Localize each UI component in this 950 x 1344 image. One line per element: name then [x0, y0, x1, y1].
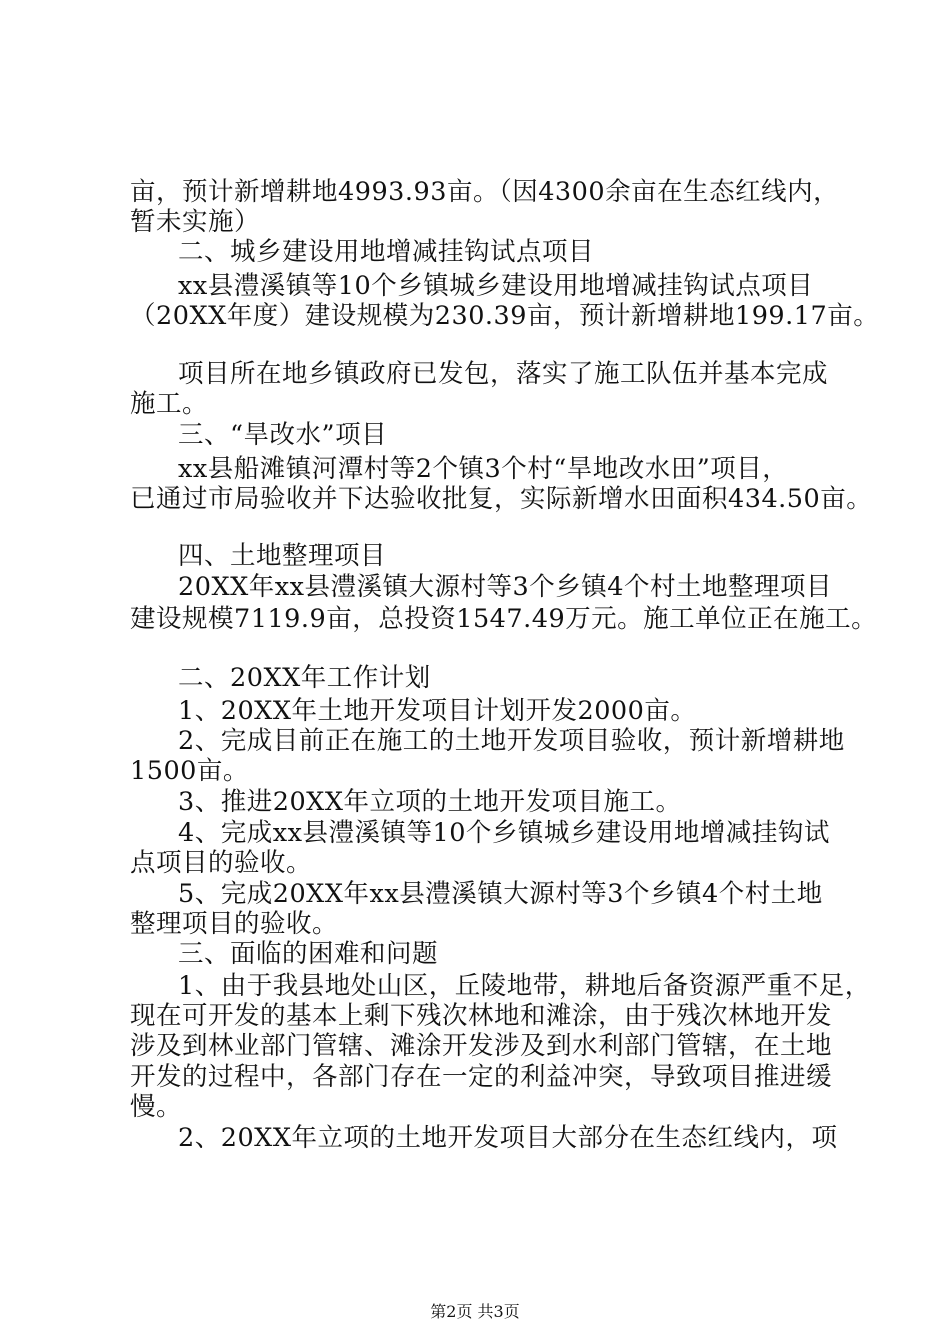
- text-line-2: 暂未实施）: [130, 207, 261, 237]
- difficulty-item-1-cont-4: 慢。: [130, 1092, 183, 1122]
- plan-item-5-cont: 整理项目的验收。: [130, 909, 339, 939]
- section-heading-land-consolidation: 四、土地整理项目: [178, 541, 387, 571]
- text-line-13: 建设规模7119.9亩，总投资1547.49万元。施工单位正在施工。: [130, 604, 878, 634]
- page-number-footer: 第2页 共3页: [430, 1302, 520, 1321]
- text-line-10: 已通过市局验收并下达验收批复，实际新增水田面积434.50亩。: [130, 484, 873, 514]
- plan-item-5: 5、完成20XX年xx县澧溪镇大源村等3个乡镇4个村土地: [178, 879, 823, 909]
- plan-item-3: 3、推进20XX年立项的土地开发项目施工。: [178, 787, 682, 817]
- section-heading-work-plan: 二、20XX年工作计划: [178, 663, 431, 693]
- plan-item-4-cont: 点项目的验收。: [130, 848, 313, 878]
- text-line-12: 20XX年xx县澧溪镇大源村等3个乡镇4个村土地整理项目: [178, 572, 832, 602]
- plan-item-1: 1、20XX年土地开发项目计划开发2000亩。: [178, 696, 697, 726]
- text-line-6: 项目所在地乡镇政府已发包，落实了施工队伍并基本完成: [178, 359, 829, 389]
- difficulty-item-1: 1、由于我县地处山区，丘陵地带，耕地后备资源严重不足，: [178, 971, 871, 1001]
- text-line-1: 亩，预计新增耕地4993.93亩。（因4300余亩在生态红线内，: [130, 177, 840, 207]
- text-line-9: xx县船滩镇河潭村等2个镇3个村“旱地改水田”项目，: [178, 454, 789, 484]
- section-heading-difficulties: 三、面临的困难和问题: [178, 939, 439, 969]
- plan-item-2-cont: 1500亩。: [130, 756, 249, 786]
- plan-item-2: 2、完成目前正在施工的土地开发项目验收，预计新增耕地: [178, 726, 845, 756]
- difficulty-item-1-cont-2: 涉及到林业部门管辖、滩涂开发涉及到水利部门管辖，在土地: [130, 1031, 833, 1061]
- text-line-5: （20XX年度）建设规模为230.39亩，预计新增耕地199.17亩。: [130, 301, 880, 331]
- plan-item-4: 4、完成xx县澧溪镇等10个乡镇城乡建设用地增减挂钩试: [178, 818, 830, 848]
- section-heading-dry-to-paddy: 三、“旱改水”项目: [178, 420, 388, 450]
- section-heading-urban-rural: 二、城乡建设用地增减挂钩试点项目: [178, 237, 595, 267]
- text-line-7: 施工。: [130, 389, 209, 419]
- difficulty-item-2: 2、20XX年立项的土地开发项目大部分在生态红线内，项: [178, 1123, 838, 1153]
- difficulty-item-1-cont-3: 开发的过程中，各部门存在一定的利益冲突，导致项目推进缓: [130, 1062, 833, 1092]
- difficulty-item-1-cont-1: 现在可开发的基本上剩下残次林地和滩涂，由于残次林地开发: [130, 1001, 833, 1031]
- text-line-4: xx县澧溪镇等10个乡镇城乡建设用地增减挂钩试点项目: [178, 271, 814, 301]
